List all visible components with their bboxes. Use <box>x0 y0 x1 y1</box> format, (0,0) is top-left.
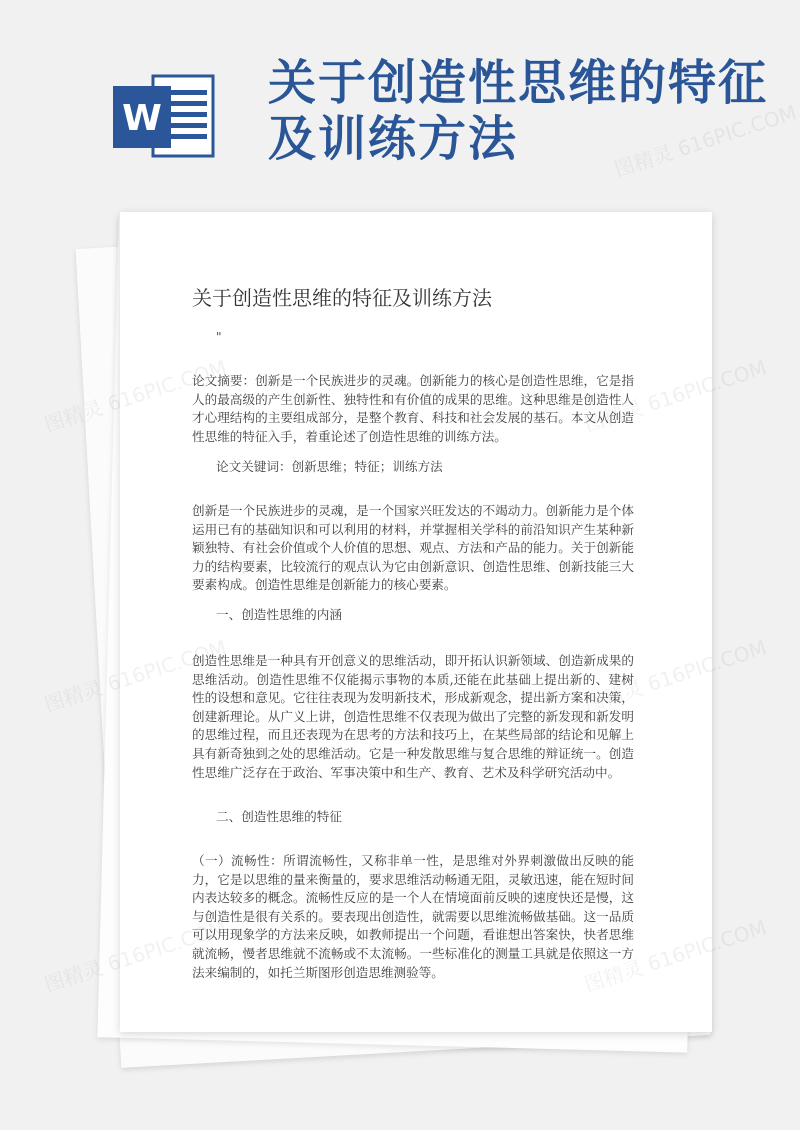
page-header-title: 关于创造性思维的特征及训练方法 <box>268 55 769 167</box>
intro-paragraph: 创新是一个民族进步的灵魂，是一个国家兴旺发达的不竭动力。创新能力是个体运用已有的基础知识和可以利用的材料，并掌握相关学科的前沿知识产生某种新颖独特、有社会价值或个人价值的思想、观点、方法和产品的能力。关于创新能力的结构要素，比较流行的观点认为它由创新意识、创造性思维、创新技能三大要素构成。创造性思维是创新能力的核心要素。 <box>192 503 634 593</box>
quote-mark: " <box>216 330 222 344</box>
section-heading-2: 二、创造性思维的特征 <box>216 809 342 824</box>
abstract-paragraph: 论文摘要：创新是一个民族进步的灵魂。创新能力的核心是创造性思维，它是指人的最高级的产生创新性、独特性和有价值的成果的思维。这种思维是创造性人才心理结构的主要组成部分，是整个教育、科技和社会发展的基石。本文从创造性思维的特征入手，着重论述了创造性思维的训练方法。 <box>192 373 634 444</box>
watermark: 图精灵 616PIC.COM <box>611 100 800 182</box>
section1-paragraph: 创造性思维是一种具有开创意义的思维活动，即开拓认识新领域、创造新成果的思维活动。创造性思维不仅能揭示事物的本质,还能在此基础上提出新的、建树性的设想和意见。它往往表现为发明新技术，形成新观念，提出新方案和决策，创建新理论。从广义上讲，创造性思维不仅表现为做出了完整的新发现和新发明的思维过程，而且还表现为在思考的方法和技巧上，在某些局部的结论和见解上具有新奇独到之处的思维活动。它是一种发散思维与复合思维的辩证统一。创造性思维广泛存在于政治、军事决策中和生产、教育、艺术及科学研究活动中。 <box>192 653 634 780</box>
watermark: 图精灵 <box>41 955 106 997</box>
section-heading-1: 一、创造性思维的内涵 <box>216 607 342 622</box>
watermark: 图精灵 <box>41 395 106 437</box>
word-logo-letter: W <box>122 98 162 139</box>
document-page <box>120 212 712 1032</box>
section2-paragraph: （一）流畅性：所谓流畅性，又称非单一性，是思维对外界刺激做出反映的能力，它是以思维的量来衡量的，要求思维活动畅通无阻，灵敏迅速，能在短时间内表达较多的概念。流畅性反应的是一个人在情境面前反映的速度快还是慢，这与创造性是很有关系的。要表现出创造性，就需要以思维流畅做基础。这一品质可以用现象学的方法来反映，如教师提出一个问题，看谁想出答案快，快者思维就流畅，慢者思维就不流畅或不太流畅。一些标准化的测量工具就是依照这一方法来编制的，如托兰斯图形创造思维测验等。 <box>192 853 634 980</box>
word-logo-icon <box>113 72 215 160</box>
keywords-line: 论文关键词：创新思维；特征；训练方法 <box>216 459 443 474</box>
watermark: 图精灵 <box>41 675 106 717</box>
document-title: 关于创造性思维的特征及训练方法 <box>192 286 492 310</box>
